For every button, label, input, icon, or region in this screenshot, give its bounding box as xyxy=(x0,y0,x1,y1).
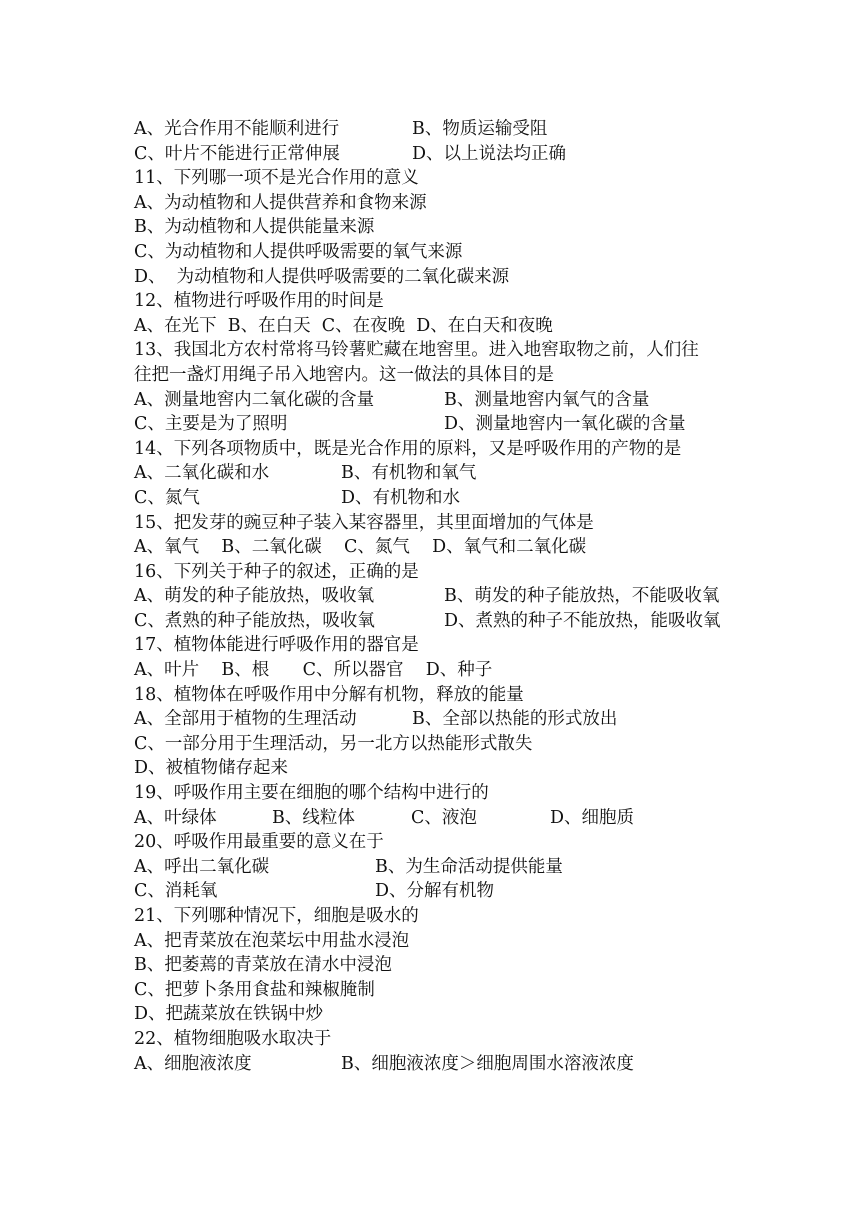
line-text: 往把一盏灯用绳子吊入地窖内。这一做法的具体目的是 xyxy=(134,364,554,385)
text-line xyxy=(134,511,814,536)
text-line xyxy=(134,265,814,290)
text-line xyxy=(134,486,814,511)
line-text: D、被植物储存起来 xyxy=(134,758,289,779)
option-left: C、氮气 xyxy=(134,487,200,508)
text-line xyxy=(134,215,814,240)
text-line xyxy=(134,166,814,191)
text-line xyxy=(134,560,814,585)
option-right: B、萌发的种子能放热，不能吸收氧 xyxy=(444,586,720,607)
line-text: 16、下列关于种子的叙述，正确的是 xyxy=(134,561,419,582)
text-line xyxy=(134,707,814,732)
text-line xyxy=(134,978,814,1003)
text-line xyxy=(134,953,814,978)
text-line xyxy=(134,437,814,462)
text-line xyxy=(134,732,814,757)
option-left: A、全部用于植物的生理活动 xyxy=(134,709,357,730)
text-line xyxy=(134,142,814,167)
text-line xyxy=(134,806,814,831)
line-text: 17、植物体能进行呼吸作用的器官是 xyxy=(134,635,419,656)
option-left: C、煮熟的种子能放热，吸收氧 xyxy=(134,610,375,631)
line-text: D、 为动植物和人提供呼吸需要的二氧化碳来源 xyxy=(134,266,510,287)
text-line xyxy=(134,388,814,413)
text-line xyxy=(134,904,814,929)
option-left: A、二氧化碳和水 xyxy=(134,463,270,484)
text-line xyxy=(134,929,814,954)
text-line xyxy=(134,658,814,683)
text-line xyxy=(134,879,814,904)
option-right: D、有机物和水 xyxy=(341,487,461,508)
text-line xyxy=(134,240,814,265)
text-line xyxy=(134,584,814,609)
text-line xyxy=(134,412,814,437)
line-text: 20、呼吸作用最重要的意义在于 xyxy=(134,832,384,853)
text-line xyxy=(134,289,814,314)
line-text: B、把萎蔫的青菜放在清水中浸泡 xyxy=(134,955,392,976)
option-right: D、分解有机物 xyxy=(375,881,495,902)
option-left: A、呼出二氧化碳 xyxy=(134,856,270,877)
option-right: B、细胞液浓度＞细胞周围水溶液浓度 xyxy=(341,1053,634,1074)
option-right: B、全部以热能的形式放出 xyxy=(412,709,618,730)
option-right: B、物质运输受阻 xyxy=(412,119,548,139)
text-line xyxy=(134,1002,814,1027)
line-text: 12、植物进行呼吸作用的时间是 xyxy=(134,291,384,312)
text-line xyxy=(134,461,814,486)
text-line xyxy=(134,683,814,708)
option-left: A、细胞液浓度 xyxy=(134,1053,252,1074)
text-line xyxy=(134,314,814,339)
line-text: A、在光下 B、在白天 C、在夜晚 D、在白天和夜晚 xyxy=(134,315,553,336)
option-left: C、叶片不能进行正常伸展 xyxy=(134,143,340,164)
line-text: C、把萝卜条用食盐和辣椒腌制 xyxy=(134,979,375,1000)
line-text: A、为动植物和人提供营养和食物来源 xyxy=(134,192,427,213)
option-a: A、叶绿体 xyxy=(134,807,217,828)
option-right: D、以上说法均正确 xyxy=(412,143,567,164)
line-text: A、叶片 B、根 C、所以器官 D、种子 xyxy=(134,660,493,681)
line-text: 14、下列各项物质中，既是光合作用的原料，又是呼吸作用的产物的是 xyxy=(134,438,682,459)
option-left: A、测量地窖内二氧化碳的含量 xyxy=(134,389,375,410)
option-right: B、为生命活动提供能量 xyxy=(375,856,563,877)
line-text: A、把青菜放在泡菜坛中用盐水浸泡 xyxy=(134,930,410,951)
option-right: B、有机物和氧气 xyxy=(341,463,477,484)
option-left: C、主要是为了照明 xyxy=(134,414,288,435)
text-line xyxy=(134,117,814,142)
option-right: B、测量地窖内氧气的含量 xyxy=(444,389,650,410)
text-line xyxy=(134,338,814,363)
text-line xyxy=(134,855,814,880)
option-right: D、煮熟的种子不能放热，能吸收氧 xyxy=(444,610,721,631)
line-text: C、一部分用于生理活动，另一北方以热能形式散失 xyxy=(134,733,533,754)
option-left: C、消耗氧 xyxy=(134,881,218,902)
option-d: D、细胞质 xyxy=(550,807,635,828)
question-text-block xyxy=(134,117,814,1076)
option-right: D、测量地窖内一氧化碳的含量 xyxy=(444,414,686,435)
text-line xyxy=(134,1052,814,1077)
option-b: B、线粒体 xyxy=(272,807,355,828)
line-text: 19、呼吸作用主要在细胞的哪个结构中进行的 xyxy=(134,783,489,804)
line-text: 15、把发芽的豌豆种子装入某容器里，其里面增加的气体是 xyxy=(134,512,594,533)
text-line xyxy=(134,633,814,658)
text-line xyxy=(134,535,814,560)
line-text: 11、下列哪一项不是光合作用的意义 xyxy=(134,168,419,189)
line-text: C、为动植物和人提供呼吸需要的氧气来源 xyxy=(134,241,463,262)
line-text: B、为动植物和人提供能量来源 xyxy=(134,217,375,238)
option-left: A、光合作用不能顺利进行 xyxy=(134,119,340,139)
text-line xyxy=(134,191,814,216)
option-left: A、萌发的种子能放热，吸收氧 xyxy=(134,586,375,607)
text-line xyxy=(134,609,814,634)
line-text: 18、植物体在呼吸作用中分解有机物，释放的能量 xyxy=(134,684,524,705)
line-text: A、氧气 B、二氧化碳 C、氮气 D、氧气和二氧化碳 xyxy=(134,537,587,558)
text-line xyxy=(134,1027,814,1052)
text-line xyxy=(134,756,814,781)
text-line xyxy=(134,363,814,388)
line-text: 21、下列哪种情况下，细胞是吸水的 xyxy=(134,906,419,926)
line-text: 22、植物细胞吸水取决于 xyxy=(134,1028,332,1049)
text-line xyxy=(134,781,814,806)
line-text: 13、我国北方农村常将马铃薯贮藏在地窖里。进入地窖取物之前，人们往 xyxy=(134,340,699,361)
text-line xyxy=(134,830,814,855)
option-c: C、液泡 xyxy=(411,807,477,828)
line-text: D、把蔬菜放在铁锅中炒 xyxy=(134,1004,324,1025)
